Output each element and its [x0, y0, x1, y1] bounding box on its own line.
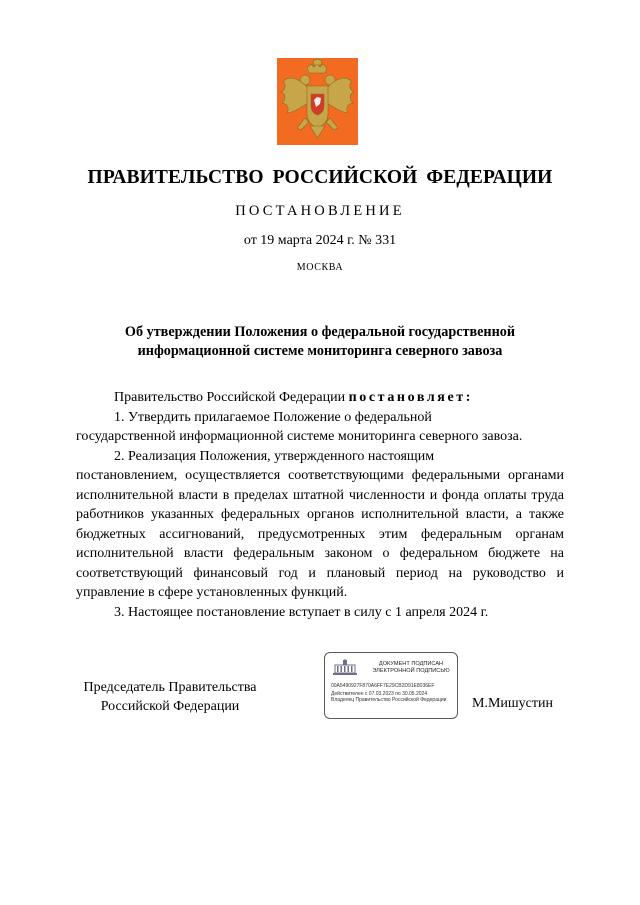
intro-text: Правительство Российской Федерации	[114, 390, 349, 405]
document-type: ПОСТАНОВЛЕНИЕ	[235, 203, 405, 219]
paragraph-1-first-line: 1. Утвердить прилагаемое Положение о федеральной	[114, 409, 432, 425]
heading-line-1: Об утверждении Положения о федеральной государственной	[124, 324, 516, 340]
document-date-number: от 19 марта 2024 г. № 331	[243, 233, 397, 248]
esign-title-line-1: ДОКУМЕНТ ПОДПИСАН	[378, 661, 444, 667]
paragraph-2-first-line: 2. Реализация Положения, утвержденного настоящим	[114, 448, 435, 464]
intro-decree-word: постановляет:	[348, 390, 473, 405]
russian-coat-of-arms-icon	[277, 58, 358, 145]
esign-title	[367, 661, 455, 675]
paragraph-2-rest: постановлением, осуществляется соответствующими федеральными органами исполнительной власти в пределах штатной численности и фонда оплаты труда работников указанных федеральных органов исполнительной власти, а также бюджетных ассигнований, предусмотренных этим федеральным органам исполнительной власти федеральным законом о федеральном бюджете на соответствующий финансовый год и плановый период на руководство и управление в сфере установленных функций.	[76, 468, 564, 600]
signatory-position	[60, 678, 280, 716]
signatory-name: М.Мишустин	[472, 696, 553, 711]
signatory-position-line-1: Председатель Правительства	[83, 680, 257, 695]
signatory-position-line-2: Российской Федерации	[100, 699, 240, 714]
document-body	[76, 388, 564, 622]
electronic-signature-stamp	[324, 652, 458, 719]
government-title: ПРАВИТЕЛЬСТВО РОССИЙСКОЙ ФЕДЕРАЦИИ	[87, 167, 553, 188]
esign-validity: Действителен с 07.03.2023 по 30.05.2024	[331, 691, 428, 697]
paragraph-1-rest: государственной информационной системе мониторинга северного завоза.	[76, 429, 523, 444]
heading-line-2: информационной системе мониторинга северного завоза	[137, 343, 503, 359]
esign-owner: Владелец Правительство Российской Федерации	[331, 697, 447, 703]
document-city: МОСКВА	[296, 262, 344, 273]
paragraph-3: 3. Настоящее постановление вступает в силу с 1 апреля 2024 г.	[114, 604, 489, 620]
intro-paragraph	[76, 388, 564, 408]
esign-serial: 00A5490927F870A6FF7E29CB2D91E8036EF	[331, 683, 435, 689]
document-heading	[100, 323, 540, 361]
esign-title-line-2: ЭЛЕКТРОННОЙ ПОДПИСЬЮ	[372, 668, 450, 674]
building-emblem-icon	[332, 659, 358, 676]
